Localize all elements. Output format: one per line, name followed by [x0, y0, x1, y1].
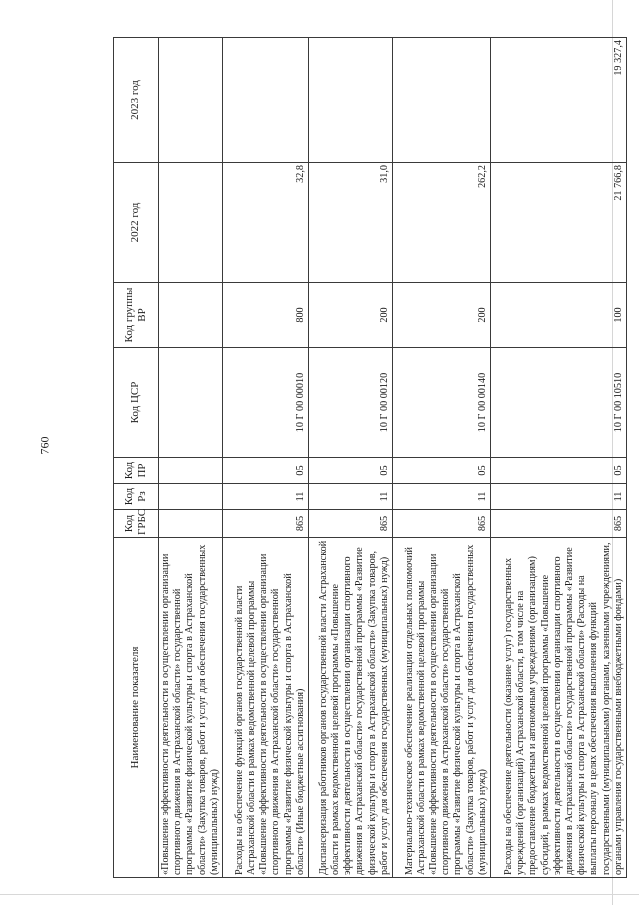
row-csr: 10 Г 00 00120	[309, 348, 393, 458]
row-rz	[159, 484, 223, 510]
row-grbs: 865	[223, 510, 309, 538]
row-2023	[223, 38, 309, 163]
row-2022: 21 766,8	[491, 163, 627, 283]
row-vr: 200	[393, 283, 491, 348]
row-2022	[159, 163, 223, 283]
row-name: «Повышение эффективности деятельности в осуществлении организации спортивного движения в Астраханской области» государственной программы «Развитие физической культуры и спорта в Астраханской области» (Закупка товаров, работ и услуг для обеспечения государственных (муниципальных) нужд)	[159, 538, 223, 878]
header-2023: 2023 год	[114, 38, 159, 163]
row-2023	[159, 38, 223, 163]
row-pr	[159, 458, 223, 484]
table-row	[491, 38, 627, 878]
row-vr: 100	[491, 283, 627, 348]
table-row	[223, 38, 309, 878]
row-grbs: 865	[491, 510, 627, 538]
row-2023	[309, 38, 393, 163]
table-row	[159, 38, 223, 878]
header-rz: Код Рз	[114, 484, 159, 510]
row-pr: 05	[309, 458, 393, 484]
header-2022: 2022 год	[114, 163, 159, 283]
row-pr: 05	[393, 458, 491, 484]
row-grbs: 865	[309, 510, 393, 538]
row-csr: 10 Г 00 00010	[223, 348, 309, 458]
table-row	[309, 38, 393, 878]
header-pr: Код ПР	[114, 458, 159, 484]
budget-table	[113, 37, 627, 878]
header-vr: Код группы ВР	[114, 283, 159, 348]
header-name: Наименование показателя	[114, 538, 159, 878]
header-grbs: Код ГРБС	[114, 510, 159, 538]
rotated-table-container	[113, 38, 624, 878]
row-csr	[159, 348, 223, 458]
row-rz: 11	[223, 484, 309, 510]
row-rz: 11	[309, 484, 393, 510]
row-vr	[159, 283, 223, 348]
row-2023	[393, 38, 491, 163]
row-rz: 11	[491, 484, 627, 510]
row-name: Расходы на обеспечение деятельности (оказание услуг) государственных учреждений (организаций) Астраханской области, в том числе на предоставление бюджетным и автономным учреждениям (организациям) субсидий, в рамках ведомственной целевой программы «Повышение эффективности деятельности в осуществлении организации спортивного движения в Астраханской области» государственной программы «Развитие физической культуры и спорта в Астраханской области» (Расходы на выплаты персоналу в целях обеспечения выполнения функций государственными (муниципальными) органами, казенными учреждениями, органами управления государственными внебюджетными фондами)	[491, 538, 627, 878]
row-name: Материально-техническое обеспечение реализации отдельных полномочий Астраханской области в рамках ведомственной целевой программы «Повышение эффективности деятельности в осуществлении организации спортивного движения в Астраханской области» государственной программы «Развитие физической культуры и спорта в Астраханской области» (Закупка товаров, работ и услуг для обеспечения государственных (муниципальных) нужд)	[393, 538, 491, 878]
page-edge-bottom	[0, 894, 639, 895]
row-grbs: 865	[393, 510, 491, 538]
row-pr: 05	[491, 458, 627, 484]
row-csr: 10 Г 00 00140	[393, 348, 491, 458]
row-rz: 11	[393, 484, 491, 510]
row-name: Расходы на обеспечение функций органов государственной власти Астраханской области в рамках ведомственной целевой программы «Повышение эффективности деятельности в осуществлении организации спортивного движения в Астраханской области» государственной программы «Развитие физической культуры и спорта в Астраханской области» (Иные бюджетные ассигнования)	[223, 538, 309, 878]
row-pr: 05	[223, 458, 309, 484]
row-2022: 31,0	[309, 163, 393, 283]
row-vr: 800	[223, 283, 309, 348]
row-csr: 10 Г 00 10510	[491, 348, 627, 458]
table-header-row	[114, 38, 159, 878]
row-name: Диспансеризация работников органов государственной власти Астраханской области в рамках ведомственной целевой программы «Повышение эффективности деятельности в осуществлении организации спортивного движения в Астраханской области» государственной программы «Развитие физической культуры и спорта в Астраханской области» (Закупка товаров, работ и услуг для обеспечения государственных (муниципальных) нужд)	[309, 538, 393, 878]
row-2023: 19 327,4	[491, 38, 627, 163]
header-csr: Код ЦСР	[114, 348, 159, 458]
page-number: 760	[37, 436, 52, 455]
row-2022: 32,8	[223, 163, 309, 283]
row-grbs	[159, 510, 223, 538]
row-vr: 200	[309, 283, 393, 348]
table-row	[393, 38, 491, 878]
row-2022: 262,2	[393, 163, 491, 283]
